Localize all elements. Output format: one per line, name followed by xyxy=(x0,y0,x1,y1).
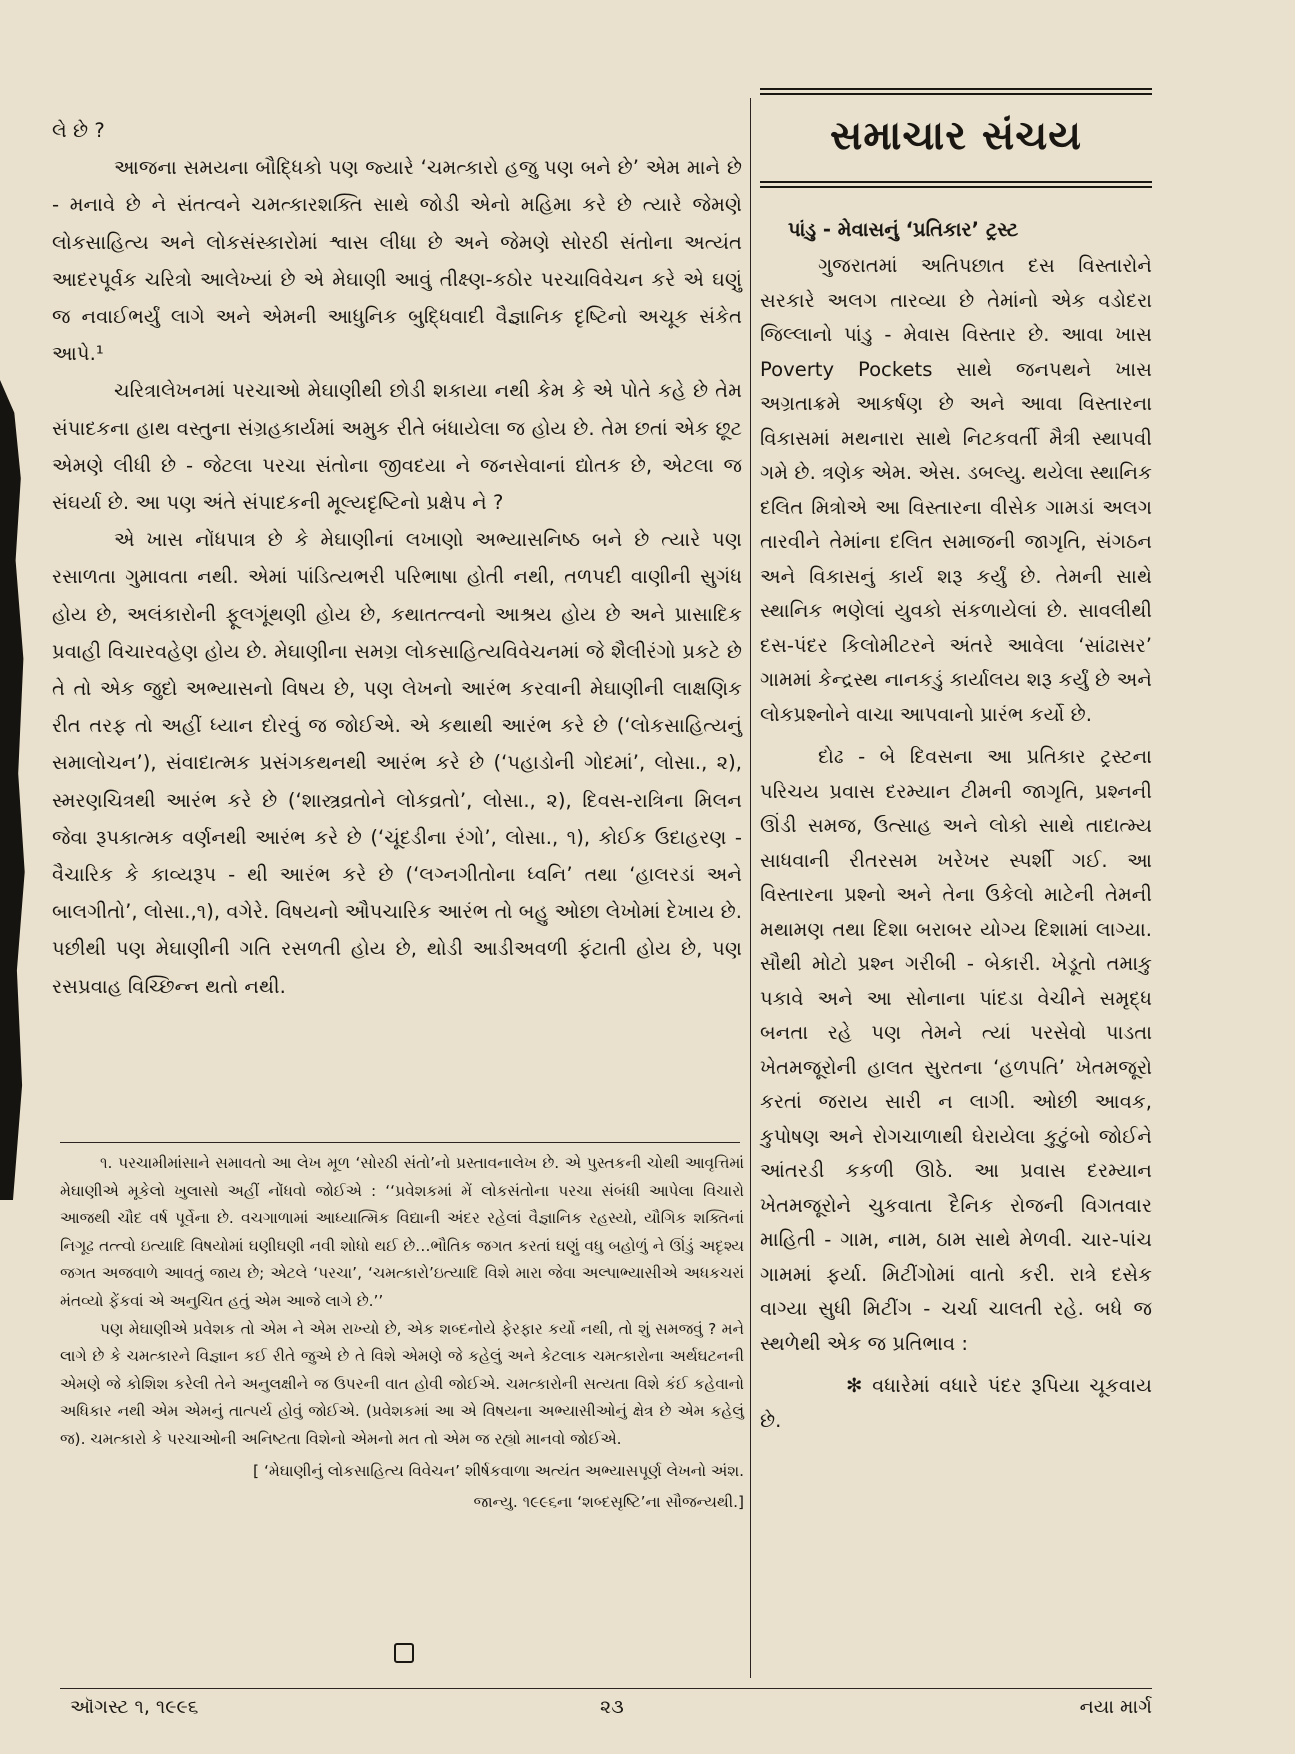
news-bullet-point: ✻ વધારેમાં વધારે પંદર રૂપિયા ચૂકવાય છે. xyxy=(760,1374,1152,1432)
footer-divider xyxy=(60,1688,1152,1689)
page-number: ૨૩ xyxy=(600,1696,624,1718)
publication-name: નયા માર્ગ xyxy=(1079,1696,1152,1718)
news-paragraph: ગુજરાતમાં અતિપછાત દસ વિસ્તારોને સરકારે અલગ તારવ્યા છે તેમાંનો એક વડોદરા જિલ્લાનો પાંડુ - મેવાસ વિસ્તાર છે. આવા ખાસ Poverty Pockets સાથે જનપથને ખાસ અગ્રતાક્રમે આકર્ષણ છે અને આવા વિસ્તારના વિકાસમાં મથનારા સાથે નિટકવર્તી મૈત્રી સ્થાપવી ગમે છે. ત્રણેક એમ. એસ. ડબલ્યુ. થયેલા સ્થાનિક દલિત મિત્રોએ આ વિસ્તારના વીસેક ગામડાં અલગ તારવીને તેમાંના દલિત સમાજની જાગૃતિ, સંગઠન અને વિકાસનું કાર્ય શરૂ કર્યું છે. તેમની સાથે સ્થાનિક ભણેલાં યુવકો સંકળાયેલાં છે. સાવલીથી દસ-પંદર કિલોમીટરને અંતરે આવેલા ‘સાંઢાસર’ ગામમાં કેન્દ્રસ્થ નાનકડું કાર્યાલય શરૂ કર્યું છે અને લોકપ્રશ્નોને વાચા આપવાનો પ્રારંભ કર્યો છે. xyxy=(760,254,1152,726)
torn-page-edge xyxy=(0,380,26,1200)
footnote-paragraph: ૧. પરચામીમાંસાને સમાવતો આ લેખ મૂળ ‘સોરઠી સંતો’નો પ્રસ્તાવનાલેખ છે. એ પુસ્તકની ચોથી આવૃત્તિમાં મેઘાણીએ મૂકેલો ખુલાસો અહીં નોંધવો જોઈએ : ‘‘પ્રવેશકમાં મેં લોકસંતોના પરચા સંબંધી આપેલા વિચારો આજથી ચૌદ વર્ષ પૂર્વેના છે. વચગાળામાં આધ્યાત્મિક વિદ્યાની અંદર રહેલાં વૈજ્ઞાનિક રહસ્યો, યૌગિક શક્તિનાં નિગૂઢ તત્ત્વો ઇત્યાદિ વિષયોમાં ઘણીઘણી નવી શોધો થઈ છે…ભૌતિક જગત કરતાં ઘણું વધુ બહોળું ને ઊંડું અદૃશ્ય જગત અજવાળે આવતું જાય છે; એટલે ‘પરચા’, ‘ચમત્કારો’ઇત્યાદિ વિશે મારા જેવા અલ્પાભ્યાસીએ અધકચરાં મંતવ્યો ફેંકવાં એ અનુચિત હતું એમ આજે લાગે છે.’’ xyxy=(60,1154,744,1310)
article-paragraph: આજના સમયના બૌદ્ધિકો પણ જ્યારે ‘ચમત્કારો હજુ પણ બને છે’ એમ માને છે - મનાવે છે ને સંતત્વને ચમત્કારશક્તિ સાથે જોડી એનો મહિમા કરે છે ત્યારે જેમણે લોકસાહિત્ય અને લોકસંસ્કારોમાં શ્વાસ લીધા છે અને જેમણે સોરઠી સંતોના અત્યંત આદરપૂર્વક ચરિત્રો આલેખ્યાં છે એ મેઘાણી આવું તીક્ષ્ણ-કઠોર પરચાવિવેચન કરે એ ઘણું જ નવાઈભર્યું લાગે અને એમની આધુનિક બુદ્ધિવાદી વૈજ્ઞાનિક દૃષ્ટિનો અચૂક સંકેત આપે.¹ xyxy=(52,156,742,366)
footnote-divider xyxy=(60,1142,740,1143)
news-paragraph: દોઢ - બે દિવસના આ પ્રતિકાર ટ્રસ્ટના પરિચય પ્રવાસ દરમ્યાન ટીમની જાગૃતિ, પ્રશ્નની ઊંડી સમજ, ઉત્સાહ અને લોકો સાથે તાદાત્મ્ય સાધવાની રીતરસમ ખરેખર સ્પર્શી ગઈ. આ વિસ્તારના પ્રશ્નો અને તેના ઉકેલો માટેની તેમની મથામણ તથા દિશા બરાબર યોગ્ય દિશામાં લાગ્યા. સૌથી મોટો પ્રશ્ન ગરીબી - બેકારી. ખેડૂતો તમાકુ પકાવે અને આ સોનાના પાંદડા વેચીને સમૃદ્ધ બનતા રહે પણ તેમને ત્યાં પરસેવો પાડતા ખેતમજૂરોની હાલત સુરતના ‘હળપતિ’ ખેતમજૂરો કરતાં જરાય સારી ન લાગી. ઓછી આવક, કુપોષણ અને રોગચાળાથી ઘેરાયેલા કુટુંબો જોઈને આંતરડી કકળી ઊઠે. આ પ્રવાસ દરમ્યાન ખેતમજૂરોને ચુકવાતા દૈનિક રોજની વિગતવાર માહિતી - ગામ, નામ, ઠામ સાથે મેળવી. ચાર-પાંચ ગામમાં ફર્યા. મિટીંગોમાં વાતો કરી. રાત્રે દસેક વાગ્યા સુધી મિટીંગ - ચર્ચા ચાલતી રહે. બધે જ સ્થળેથી એક જ પ્રતિભાવ : xyxy=(760,745,1152,1355)
source-credit-line: [ ‘મેઘાણીનું લોકસાહિત્ય વિવેચન’ શીર્ષકવાળા અત્યંત અભ્યાસપૂર્ણ લેખનો અંશ. xyxy=(253,1461,744,1480)
section-title: સમાચાર સંચય xyxy=(829,113,1082,159)
footnote-paragraph: પણ મેઘાણીએ પ્રવેશક તો એમ ને એમ રાખ્યો છે, એક શબ્દનોયે ફેરફાર કર્યો નથી, તો શું સમજવું ? મને લાગે છે કે ચમત્કારને વિજ્ઞાન કઈ રીતે જુએ છે તે વિશે એમણે જે કહેલું અને કેટલાક ચમત્કારોના અર્થઘટનની એમણે જે કોશિશ કરેલી તેને અનુલક્ષીને જ ઉપરની વાત હોવી જોઈએ. ચમત્કારોની સત્યતા વિશે કંઈ કહેવાનો અધિકાર નથી એમ એમનું તાત્પર્ય હોવું જોઈએ. (પ્રવેશકમાં આ એ વિષયના અભ્યાસીઓનું ક્ષેત્ર છે એમ કહેલું જ). ચમત્કારો કે પરચાઓની અનિષ્ટતા વિશેનો એમનો મત તો એમ જ રહ્યો માનવો જોઈએ. xyxy=(60,1319,744,1448)
source-credit-line: જાન્યુ. ૧૯૯૬ના ‘શબ્દસૃષ્ટિ’ના સૌજન્યથી.] xyxy=(473,1493,744,1512)
page-footer xyxy=(70,1696,1152,1724)
news-heading: પાંડુ - મેવાસનું ‘પ્રતિકાર’ ટ્રસ્ટ xyxy=(788,218,1019,241)
issue-date: ઑગસ્ટ ૧, ૧૯૯૬ xyxy=(70,1696,199,1718)
article-paragraph: લે છે ? xyxy=(52,119,105,142)
article-column xyxy=(52,112,742,1005)
article-paragraph: એ ખાસ નોંધપાત્ર છે કે મેઘાણીનાં લખાણો અભ્યાસનિષ્ઠ બને છે ત્યારે પણ રસાળતા ગુમાવતા નથી. એમાં પાંડિત્યભરી પરિભાષા હોતી નથી, તળપદી વાણીની સુગંધ હોય છે, અલંકારોની ફૂલગૂંથણી હોય છે, કથાતત્ત્વનો આશ્રય હોય છે અને પ્રાસાદિક પ્રવાહી વિચારવહેણ હોય છે. મેઘાણીના સમગ્ર લોકસાહિત્યવિવેચનમાં જે શૈલીરંગો પ્રકટે છે તે તો એક જુદો અભ્યાસનો વિષય છે, પણ લેખનો આરંભ કરવાની મેઘાણીની લાક્ષણિક રીત તરફ તો અહીં ધ્યાન દોરવું જ જોઈએ. એ કથાથી આરંભ કરે છે (‘લોકસાહિત્યનું સમાલોચન’), સંવાદાત્મક પ્રસંગકથનથી આરંભ કરે છે (‘પહાડોની ગોદમાં’, લોસા., ૨), સ્મરણચિત્રથી આરંભ કરે છે (‘શાસ્ત્રવ્રતોને લોકવ્રતો’, લોસા., ૨), દિવસ-રાત્રિના મિલન જેવા રૂપકાત્મક વર્ણનથી આરંભ કરે છે (‘ચૂંદડીના રંગો’, લોસા., ૧), કોઈક ઉદાહરણ - વૈચારિક કે કાવ્યરૂપ - થી આરંભ કરે છે (‘લગ્નગીતોના ધ્વનિ’ તથા ‘હાલરડાં અને બાલગીતો’, લોસા.,૧), વગેરે. વિષયનો ઔપચારિક આરંભ તો બહુ ઓછા લેખોમાં દેખાય છે. પછીથી પણ મેઘાણીની ગતિ રસળતી હોય છે, થોડી આડીઅવળી ફંટાતી હોય છે, પણ રસપ્રવાહ વિચ્છિન્ન થતો નથી. xyxy=(52,528,742,998)
double-rule xyxy=(760,88,1152,95)
article-paragraph: ચરિત્રાલેખનમાં પરચાઓ મેઘાણીથી છોડી શકાયા નથી કેમ કે એ પોતે કહે છે તેમ સંપાદકના હાથ વસ્તુના સંગ્રહકાર્યમાં અમુક રીતે બંધાયેલા જ હોય છે. તેમ છતાં એક છૂટ એમણે લીધી છે - જેટલા પરચા સંતોના જીવદયા ને જનસેવાનાં દ્યોતક છે, એટલા જ સંઘર્યા છે. આ પણ અંતે સંપાદકની મૂલ્યદૃષ્ટિનો પ્રક્ષેપ ને ? xyxy=(52,379,743,515)
footnotes xyxy=(60,1150,744,1517)
news-column xyxy=(760,88,1152,1438)
column-divider xyxy=(750,98,751,1678)
double-rule xyxy=(760,181,1152,188)
end-of-article-square-icon xyxy=(394,1643,414,1663)
